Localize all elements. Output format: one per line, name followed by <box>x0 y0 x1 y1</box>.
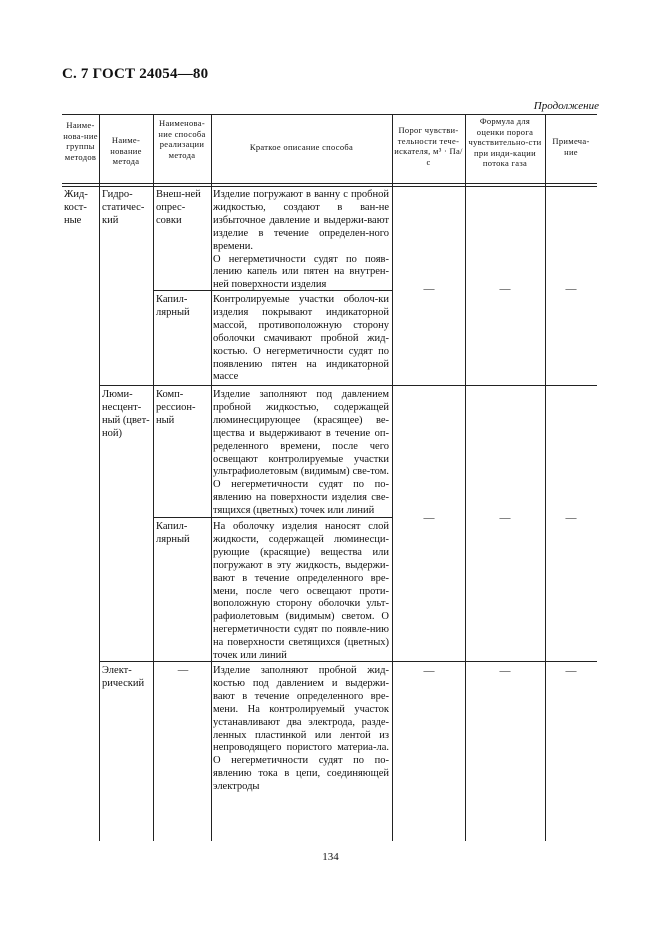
column-header-note: Примеча-ние <box>552 136 590 157</box>
way-name-capillary-1: Капил-лярный <box>156 294 190 318</box>
way-description-capillary-2: На оболочку изделия наносят слой жидкости, содержащей люминесци-рующие (красящие) вещества или погружают в эту жидкость, выдержи-вают в течение определенного вре-мени, после чего освещают проти-воположную сторону оболочки ульт-рафиолетовым (видимым) светом. О негерметичности судят по появле-нию на поверхности светящихся (цветных) точек или линий <box>213 521 389 662</box>
way-description-external-pressing: Изделие погружают в ванну с пробной жидкостью, создают в ван-не избыточное давление и выдержи-вают изделие в течение определен-ного времени. О негерметичности судят по появ-лению капель или пятен на внутрен-ней поверхности изделия <box>213 189 389 291</box>
threshold-value: — <box>423 283 435 295</box>
threshold-value: — <box>423 512 435 524</box>
column-header-group: Наиме-нова-ние группы методов <box>63 120 98 162</box>
way-name-none: — <box>177 665 189 676</box>
continuation-label: Продолжение <box>533 100 599 112</box>
way-name-capillary-2: Капил-лярный <box>156 521 190 545</box>
note-value: — <box>565 283 577 295</box>
group-name: Жид-кост-ные <box>64 189 88 226</box>
way-name-external-pressing: Внеш-ней опрес-совки <box>156 189 201 226</box>
document-header: С. 7 ГОСТ 24054—80 <box>62 66 209 82</box>
way-description-capillary-1: Контролируемые участки оболоч-ки изделия покрывают индикаторной массой, противоположную сторону оболочки смачивают пробной жид-костью. О негерметичности судят по появлению пятен на индикаторной массе <box>213 294 389 383</box>
method-name-hydrostatic: Гидро-статичес-кий <box>102 189 145 226</box>
way-name-compression: Комп-рессион-ный <box>156 389 196 426</box>
column-header-way: Наименова-ние способа реализации метода <box>158 118 206 160</box>
method-name-electrical: Элект-рический <box>102 665 145 689</box>
formula-value: — <box>499 283 511 295</box>
way-description-compression: Изделие заполняют под давлением пробной жидкостью, содержащей люминесцирующее (красящее) ве-щества и выдерживают в течение оп-ределенного времени, после чего освещают контролируемые участки ультрафиолетовым (видимым) све-том. О негерметичности судят по по-явлению на поверхности изделия све-тящихся (цветных) точек или линий <box>213 389 389 517</box>
column-header-description: Краткое описание способа <box>249 142 354 152</box>
formula-value: — <box>499 512 511 524</box>
formula-value: — <box>499 665 511 677</box>
page-number: 134 <box>322 851 339 863</box>
note-value: — <box>565 665 577 677</box>
note-value: — <box>565 512 577 524</box>
method-name-luminescent: Люми-несцент-ный (цвет-ной) <box>102 389 150 439</box>
threshold-value: — <box>423 665 435 677</box>
column-header-formula: Формула для оценки порога чувствительно-сти при инди-кации потока газа <box>468 116 542 168</box>
column-header-method: Наиме-нование метода <box>110 135 142 166</box>
column-header-threshold: Порог чувстви-тельности тече-искателя, м³ · Па/с <box>394 125 463 167</box>
way-description-electrical: Изделие заполняют пробной жид-костью под давлением и выдержи-вают в течение определенного вре-мени. На контролируемый участок устанавливают два электрода, разде-ленных пластинкой или лентой из непроводящего пористого материа-ла. О негерметичности судят по по-явлению тока в цепи, соединяющей электроды <box>213 665 389 793</box>
